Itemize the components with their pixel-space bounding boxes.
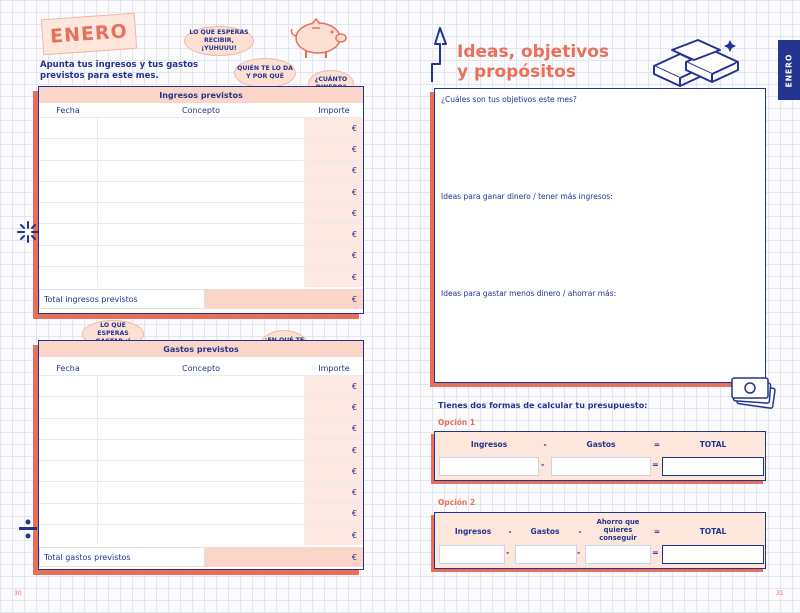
euro-sign: € [305, 440, 363, 460]
col-date: Fecha [56, 105, 80, 115]
euro-sign: € [305, 182, 363, 202]
table-row[interactable] [39, 375, 363, 396]
table-row[interactable] [39, 181, 363, 202]
op1-income-field[interactable] [439, 457, 539, 476]
side-tab-label: ENERO [784, 53, 794, 87]
income-total-row [39, 289, 363, 309]
up-arrow-icon [426, 24, 450, 84]
option1-label: Opción 1 [438, 418, 476, 427]
op2-equals: = [653, 527, 661, 536]
table-row[interactable] [39, 223, 363, 244]
col-amount: Importe [318, 105, 350, 115]
option2-label: Opción 2 [438, 498, 476, 507]
euro-sign: € [305, 203, 363, 223]
euro-sign: € [305, 267, 363, 287]
op2-expenses-label: Gastos [530, 527, 560, 536]
euro-sign: € [305, 525, 363, 545]
table-row[interactable] [39, 481, 363, 502]
op2-minus1: - [508, 527, 512, 536]
option1-box [434, 431, 766, 481]
table-row[interactable] [39, 396, 363, 417]
piggy-bank-icon [288, 18, 350, 60]
table-row[interactable] [39, 138, 363, 159]
page-title-line2: y propósitos [457, 62, 576, 82]
euro-sign: € [305, 224, 363, 244]
op2-total-field[interactable] [662, 545, 764, 564]
op2-minus2: - [578, 527, 582, 536]
euro-sign: € [305, 376, 363, 396]
table-row[interactable] [39, 117, 363, 138]
op2-income-field[interactable] [439, 545, 505, 564]
gold-bars-icon [650, 36, 746, 96]
op1-expenses-field[interactable] [551, 457, 651, 476]
question-spend-less: Ideas para gastar menos dinero / ahorrar más: [441, 289, 617, 298]
op1-expenses-label: Gastos [586, 440, 616, 449]
col-concept: Concepto [182, 363, 220, 373]
month-tag: ENERO [41, 13, 137, 55]
income-table [38, 86, 364, 314]
intro-text: Apunta tus ingresos y tus gastos previstos para este mes. [40, 60, 199, 81]
income-total-amount[interactable]: € [205, 289, 363, 309]
question-earn-more: Ideas para ganar dinero / tener más ingresos: [441, 192, 613, 201]
divide-icon [18, 518, 38, 540]
bubble-who: QUIÉN TE LO DA Y POR QUÉ [234, 58, 296, 88]
side-tab-month[interactable] [778, 40, 800, 100]
table-row[interactable] [39, 524, 363, 545]
table-row[interactable] [39, 503, 363, 524]
op1-minus-sign: - [541, 460, 545, 469]
op1-total-field[interactable] [662, 457, 764, 476]
expense-total-amount[interactable]: € [205, 547, 363, 567]
op1-equals-sign: = [652, 460, 659, 469]
op2-income-label: Ingresos [454, 527, 492, 536]
col-concept: Concepto [182, 105, 220, 115]
table-row[interactable] [39, 418, 363, 439]
op2-expenses-field[interactable] [515, 545, 577, 564]
euro-sign: € [305, 161, 363, 181]
op2-savings-label: Ahorro que quieres conseguir [596, 518, 640, 542]
op1-income-label: Ingresos [470, 440, 508, 449]
ideas-box[interactable] [434, 88, 766, 383]
expense-total-row [39, 547, 363, 567]
euro-sign: € [305, 419, 363, 439]
euro-sign: € [305, 482, 363, 502]
table-row[interactable] [39, 439, 363, 460]
income-table-title: Ingresos previstos [39, 87, 363, 103]
bubble-expect-spend: LO QUE ESPERAS [82, 320, 144, 348]
op2-equals-sign: = [652, 548, 659, 557]
col-date: Fecha [56, 363, 80, 373]
bubble-how-much: ¿CUÁNTO [308, 70, 354, 98]
money-bills-icon [730, 376, 778, 412]
euro-sign: € [305, 504, 363, 524]
table-row[interactable] [39, 245, 363, 266]
table-row[interactable] [39, 460, 363, 481]
op2-minus-sign1: - [506, 548, 510, 557]
expense-table [38, 340, 364, 570]
question-objectives: ¿Cuáles son tus objetivos este mes? [441, 95, 577, 104]
euro-sign: € [305, 139, 363, 159]
euro-sign: € [305, 118, 363, 138]
table-row[interactable] [39, 160, 363, 181]
expense-total-label: Total gastos previstos [39, 547, 205, 567]
op1-total-label: TOTAL [699, 440, 727, 449]
expense-table-title: Gastos previstos [39, 341, 363, 357]
page-title-line1: Ideas, objetivos [457, 42, 610, 62]
page-number-left: 30 [14, 590, 22, 597]
page-number-right: 31 [776, 590, 784, 597]
page-title [457, 42, 609, 82]
table-row[interactable] [39, 202, 363, 223]
sparkle-icon [16, 220, 40, 244]
op2-savings-field[interactable] [585, 545, 651, 564]
col-amount: Importe [318, 363, 350, 373]
option2-box [434, 512, 766, 569]
bubble-expect: LO QUE ESPERAS RECIBIR, ¡YUHUUU! [184, 26, 254, 56]
euro-sign: € [305, 246, 363, 266]
op1-minus: - [543, 440, 547, 449]
table-row[interactable] [39, 266, 363, 287]
op1-equals: = [653, 440, 661, 449]
income-total-label: Total ingresos previstos [39, 289, 205, 309]
budget-intro: Tienes dos formas de calcular tu presupuesto: [438, 401, 648, 410]
op2-total-label: TOTAL [699, 527, 727, 536]
op2-minus-sign2: - [577, 548, 581, 557]
euro-sign: € [305, 461, 363, 481]
euro-sign: € [305, 397, 363, 417]
